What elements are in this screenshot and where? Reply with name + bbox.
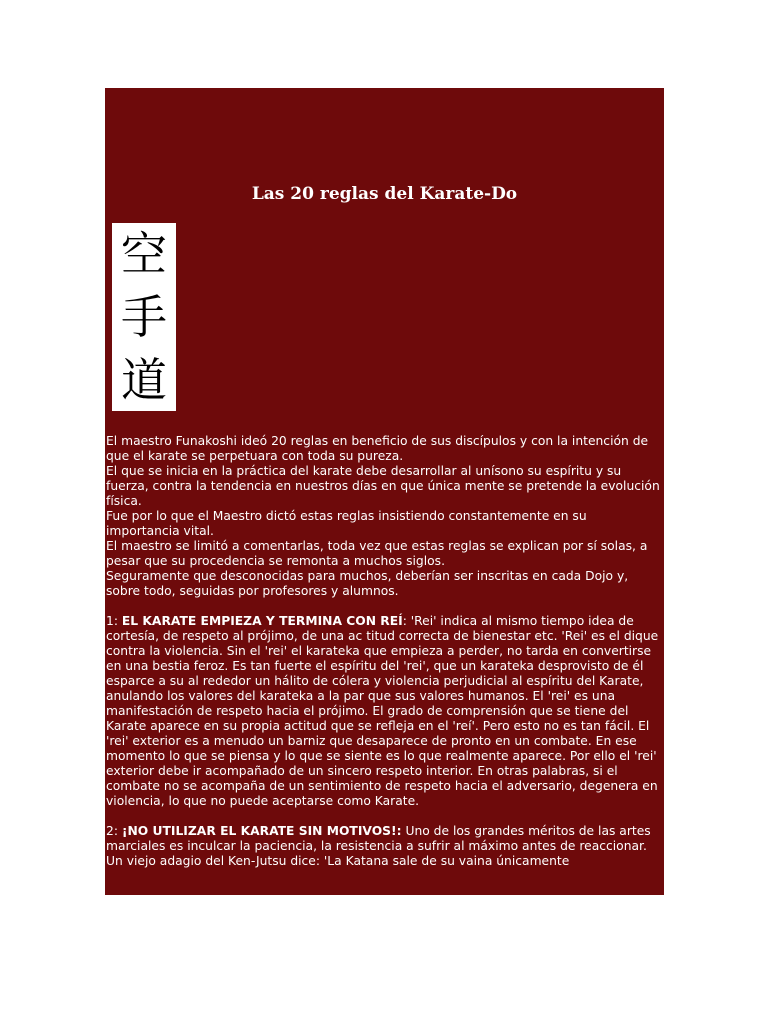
intro-paragraph: El maestro se limitó a comentarlas, toda vez que estas reglas se explican por sí solas, a pesar que su procedencia se remonta a muchos siglos. [106, 539, 648, 568]
intro-paragraph: Seguramente que desconocidas para muchos, deberían ser inscritas en cada Dojo y, sobre todo, seguidas por profesores y alumnos. [106, 569, 629, 598]
intro-paragraph: El que se inicia en la práctica del karate debe desarrollar al unísono su espíritu y su fuerza, contra la tendencia en nuestros días en que única mente se pretende la evolución física. [106, 464, 660, 508]
rule-2 [106, 824, 663, 869]
kanji-te: 手 [121, 289, 167, 344]
document-title: Las 20 reglas del Karate-Do [251, 184, 518, 204]
document-page [105, 88, 664, 895]
document-body [106, 434, 663, 869]
rule-1 [106, 614, 663, 809]
rule-text: : 'Rei' indica al mismo tiempo idea de cortesía, de respeto al prójimo, de una ac titud correcta de bienestar etc. 'Rei' es el dique contra la violencia. Sin el 'rei' el karateka que empieza a perder, no tarda en convertirse en una bestia feroz. Es tan fuerte el espíritu del 'rei', que un karateka desprovisto de él esparce a su al rededor un hálito de cólera y violencia perjudicial al espíritu del Karate, anulando los valores del karateka a la par que sus valores humanos. El 'rei' es una manifestación de respeto hacia el prójimo. El grado de comprensión que se tiene del Karate aparece en su propia actitud que se refleja en el 'reí'. Pero esto no es tan fácil. El 'rei' exterior es a menudo un barniz que desaparece de pronto en un combate. En ese momento lo que se piensa y lo que se siente es lo que realmente aparece. Por ello el 'rei' exterior debe ir acompañado de un sincero respeto interior. En otras palabras, si el combate no se acompaña de un sentimiento de respeto hacia el adversario, degenera en violencia, lo que no puede aceptarse como Karate. [106, 614, 659, 808]
kanji-do: 道 [121, 352, 167, 407]
rule-title: ¡NO UTILIZAR EL KARATE SIN MOTIVOS!: [121, 824, 402, 838]
karate-do-kanji-logo [112, 223, 176, 411]
rule-number: 1: [106, 614, 118, 628]
kanji-kara: 空 [121, 227, 167, 282]
rule-title: EL KARATE EMPIEZA Y TERMINA CON REÍ [121, 614, 403, 628]
paragraph-spacer [106, 599, 663, 614]
intro-paragraph: El maestro Funakoshi ideó 20 reglas en beneficio de sus discípulos y con la intención de que el karate se perpetuara con toda su pureza. [106, 434, 649, 463]
rule-number: 2: [106, 824, 118, 838]
intro-paragraph: Fue por lo que el Maestro dictó estas reglas insistiendo constantemente en su importancia vital. [106, 509, 587, 538]
paragraph-spacer [106, 809, 663, 824]
rule-text: Uno de los grandes méritos de las artes marciales es inculcar la paciencia, la resistencia a sufrir al máximo antes de reaccionar. Un viejo adagio del Ken-Jutsu dice: 'La Katana sale de su vaina únicamente [106, 824, 651, 868]
